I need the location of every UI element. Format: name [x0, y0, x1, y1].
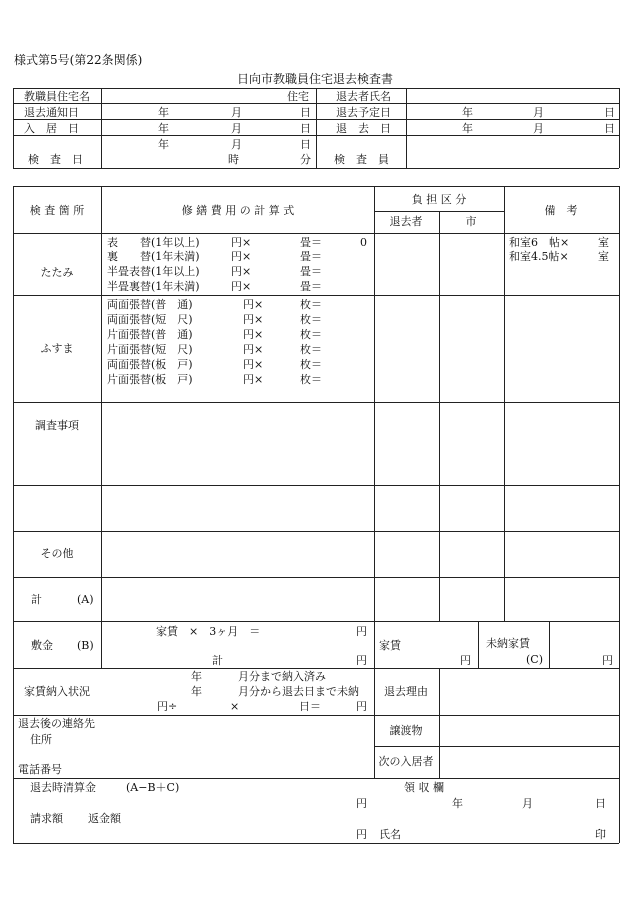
col-burden: 負 担 区 分 [411, 193, 467, 206]
year-label: 年 [191, 670, 202, 683]
fusuma-unit: 円× [243, 343, 264, 356]
yen-label: 円 [602, 654, 613, 667]
tatami-item: 裏 替(1年未満) [107, 250, 200, 263]
fusuma-unit: 円× [243, 328, 264, 341]
refund-label: 返金額 [88, 812, 121, 825]
yen-label: 円 [460, 654, 471, 667]
contact-label: 退去後の連絡先 [18, 717, 95, 730]
tatami-count: 畳＝ [300, 265, 322, 278]
tatami-item: 半畳裏替(1年未満) [107, 280, 200, 293]
remark-room: 和室6 帖× [509, 236, 570, 249]
leaver-name-label: 退去者氏名 [336, 90, 391, 103]
year-label: 年 [462, 122, 473, 135]
survey-label: 調査事項 [35, 419, 79, 432]
col-location: 検 査 箇 所 [29, 204, 85, 217]
claim-label: 請求額 [30, 812, 63, 825]
settlement-formula: (A−B＋C) [126, 781, 180, 794]
month-label: 月 [522, 797, 533, 810]
house-suffix: 住宅 [287, 90, 309, 103]
tatami-item: 半畳表替(1年以上) [107, 265, 200, 278]
yen-label: 円 [356, 654, 367, 667]
deposit-total-label: 計 [212, 654, 223, 667]
rent-label: 家賃 [379, 639, 401, 652]
fusuma-count: 枚＝ [300, 358, 322, 371]
month-label: 月 [231, 106, 242, 119]
other-label: その他 [40, 547, 74, 560]
form-number: 様式第5号(第22条関係) [14, 53, 143, 67]
deposit-label: 敷金 [31, 639, 53, 652]
transfer-label: 譲渡物 [389, 724, 423, 737]
day-label: 日 [300, 138, 311, 151]
fusuma-unit: 円× [243, 313, 264, 326]
tatami-unit: 円× [231, 280, 252, 293]
rent-calc-c: 日＝ [299, 700, 321, 713]
year-label: 年 [158, 106, 169, 119]
tatami-value: 0 [360, 236, 367, 249]
tatami-count: 畳＝ [300, 236, 322, 249]
fusuma-count: 枚＝ [300, 313, 322, 326]
deposit-mark: (B) [77, 639, 94, 652]
fusuma-item: 両面張替(普 通) [107, 298, 193, 311]
year-label: 年 [452, 797, 463, 810]
col-remarks: 備 考 [544, 204, 578, 217]
yen-label: 円 [356, 625, 367, 638]
tatami-count: 畳＝ [300, 250, 322, 263]
fusuma-count: 枚＝ [300, 328, 322, 341]
move-out-label: 退 去 日 [336, 122, 391, 135]
month-label: 月 [231, 138, 242, 151]
minute-label: 分 [300, 153, 311, 166]
yen-label: 円 [356, 700, 367, 713]
remark-unit: 室 [598, 250, 609, 263]
day-label: 日 [604, 106, 615, 119]
tatami-item: 表 替(1年以上) [107, 236, 200, 249]
page-title: 日向市教職員住宅退去検査書 [236, 72, 394, 86]
remark-unit: 室 [598, 236, 609, 249]
receipt-label: 領 収 欄 [404, 781, 444, 794]
fusuma-label: ふすま [40, 342, 74, 355]
fusuma-unit: 円× [243, 298, 264, 311]
day-label: 日 [300, 106, 311, 119]
move-in-label: 入 居 日 [24, 122, 79, 135]
hour-label: 時 [228, 153, 239, 166]
year-label: 年 [191, 685, 202, 698]
day-label: 日 [300, 122, 311, 135]
inspection-date-label: 検 査 日 [28, 153, 83, 166]
name-label: 氏名 [379, 828, 401, 841]
deposit-formula: 家賃 × 3ヶ月 ＝ [156, 625, 261, 638]
year-label: 年 [462, 106, 473, 119]
unpaid-mark: (C) [526, 653, 543, 666]
notice-date-label: 退去通知日 [24, 106, 79, 119]
rent-paid-text: 月分まで納入済み [238, 670, 326, 683]
col-formula: 修 繕 費 用 の 計 算 式 [181, 204, 295, 217]
tatami-unit: 円× [231, 250, 252, 263]
yen-label: 円 [356, 828, 367, 841]
phone-label: 電話番号 [18, 763, 62, 776]
day-label: 日 [595, 797, 606, 810]
fusuma-item: 片面張替(普 通) [107, 328, 193, 341]
col-city: 市 [465, 215, 477, 228]
settlement-label: 退去時清算金 [30, 781, 96, 794]
inspector-label: 検 査 員 [334, 153, 389, 166]
fusuma-count: 枚＝ [300, 373, 322, 386]
fusuma-item: 片面張替(短 尺) [107, 343, 193, 356]
month-label: 月 [231, 122, 242, 135]
fusuma-item: 両面張替(短 尺) [107, 313, 193, 326]
unpaid-rent-label: 未納家賃 [486, 637, 530, 650]
month-label: 月 [533, 106, 544, 119]
total-label: 計 [31, 593, 42, 606]
planned-date-label: 退去予定日 [336, 106, 391, 119]
address-label: 住所 [30, 733, 52, 746]
tatami-label: たたみ [40, 266, 74, 279]
total-mark: (A) [77, 593, 94, 606]
seal-mark: 印 [595, 828, 606, 841]
fusuma-item: 両面張替(板 戸) [107, 358, 193, 371]
tatami-unit: 円× [231, 265, 252, 278]
yen-label: 円 [356, 797, 367, 810]
remark-room: 和室4.5帖× [509, 250, 569, 263]
rent-unpaid-text: 月分から退去日まで未納 [238, 685, 359, 698]
rent-calc-b: × [230, 700, 240, 713]
rent-calc-a: 円÷ [157, 700, 178, 713]
col-leaver: 退去者 [389, 215, 423, 228]
fusuma-item: 片面張替(板 戸) [107, 373, 193, 386]
year-label: 年 [158, 122, 169, 135]
year-label: 年 [158, 138, 169, 151]
tatami-count: 畳＝ [300, 280, 322, 293]
fusuma-unit: 円× [243, 373, 264, 386]
rent-status-label: 家賃納入状況 [24, 685, 90, 698]
fusuma-count: 枚＝ [300, 298, 322, 311]
month-label: 月 [533, 122, 544, 135]
day-label: 日 [604, 122, 615, 135]
reason-label: 退去理由 [384, 685, 428, 698]
fusuma-unit: 円× [243, 358, 264, 371]
fusuma-count: 枚＝ [300, 343, 322, 356]
next-resident-label: 次の入居者 [378, 755, 434, 768]
house-name-label: 教職員住宅名 [24, 90, 90, 103]
tatami-unit: 円× [231, 236, 252, 249]
